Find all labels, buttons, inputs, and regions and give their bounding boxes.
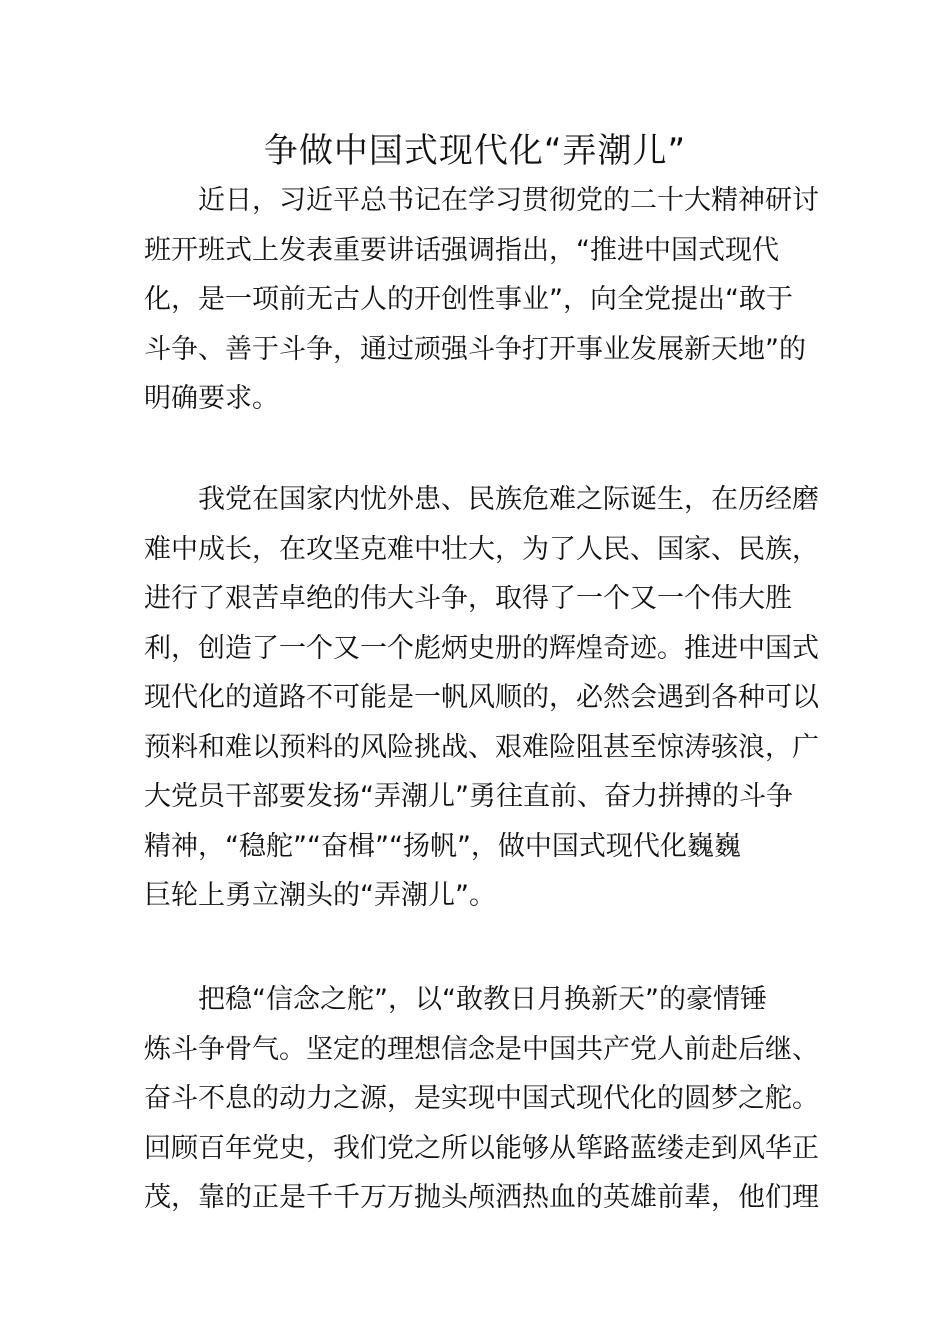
paragraph-line: 大党员干部要发扬“弄潮儿”勇往直前、奋力拼搏的斗争 — [144, 781, 793, 812]
paragraph-line: 斗争、善于斗争，通过顽强斗争打开事业发展新天地”的 — [144, 333, 806, 365]
paragraph-line: 化，是一项前无古人的开创性事业”，向全党提出“敢于 — [144, 284, 793, 315]
paragraph-line: 进行了艰苦卓绝的伟大斗争，取得了一个又一个伟大胜 — [144, 583, 792, 614]
paragraph-line: 近日，习近平总书记在学习贯彻党的二十大精神研讨 — [144, 185, 819, 216]
paragraph-line: 班开班式上发表重要讲话强调指出，“推进中国式现代 — [144, 234, 779, 266]
paragraph-line: 精神，“稳舵”“奋楫”“扬帆”，做中国式现代化巍巍 — [144, 830, 741, 862]
paragraph-2 — [144, 475, 819, 921]
paragraph-line: 茂，靠的正是千千万万抛头颅洒热血的英雄前辈，他们理 — [144, 1182, 819, 1213]
paragraph-1 — [144, 176, 819, 424]
paragraph-3 — [144, 975, 819, 1223]
paragraph-line: 我党在国家内忧外患、民族危难之际诞生，在历经磨 — [144, 484, 819, 515]
document-title: 争做中国式现代化“弄潮儿” — [263, 131, 687, 171]
paragraph-line: 利，创造了一个又一个彪炳史册的辉煌奇迹。推进中国式 — [144, 632, 819, 664]
paragraph-line: 难中成长，在攻坚克难中壮大，为了人民、国家、民族， — [144, 533, 819, 565]
paragraph-line: 奋斗不息的动力之源，是实现中国式现代化的圆梦之舵。 — [144, 1083, 819, 1114]
paragraph-line: 预料和难以预料的风险挑战、艰难险阻甚至惊涛骇浪，广 — [144, 731, 819, 763]
paragraph-line: 回顾百年党史，我们党之所以能够从筚路蓝缕走到风华正 — [144, 1132, 819, 1164]
paragraph-line: 炼斗争骨气。坚定的理想信念是中国共产党人前赴后继、 — [144, 1033, 819, 1065]
paragraph-line: 把稳“信念之舵”，以“敢教日月换新天”的豪情锤 — [144, 984, 767, 1015]
paragraph-line: 现代化的道路不可能是一帆风顺的，必然会遇到各种可以 — [144, 682, 819, 713]
paragraph-line: 巨轮上勇立潮头的“弄潮儿”。 — [144, 880, 496, 911]
paragraph-line: 明确要求。 — [144, 383, 279, 414]
